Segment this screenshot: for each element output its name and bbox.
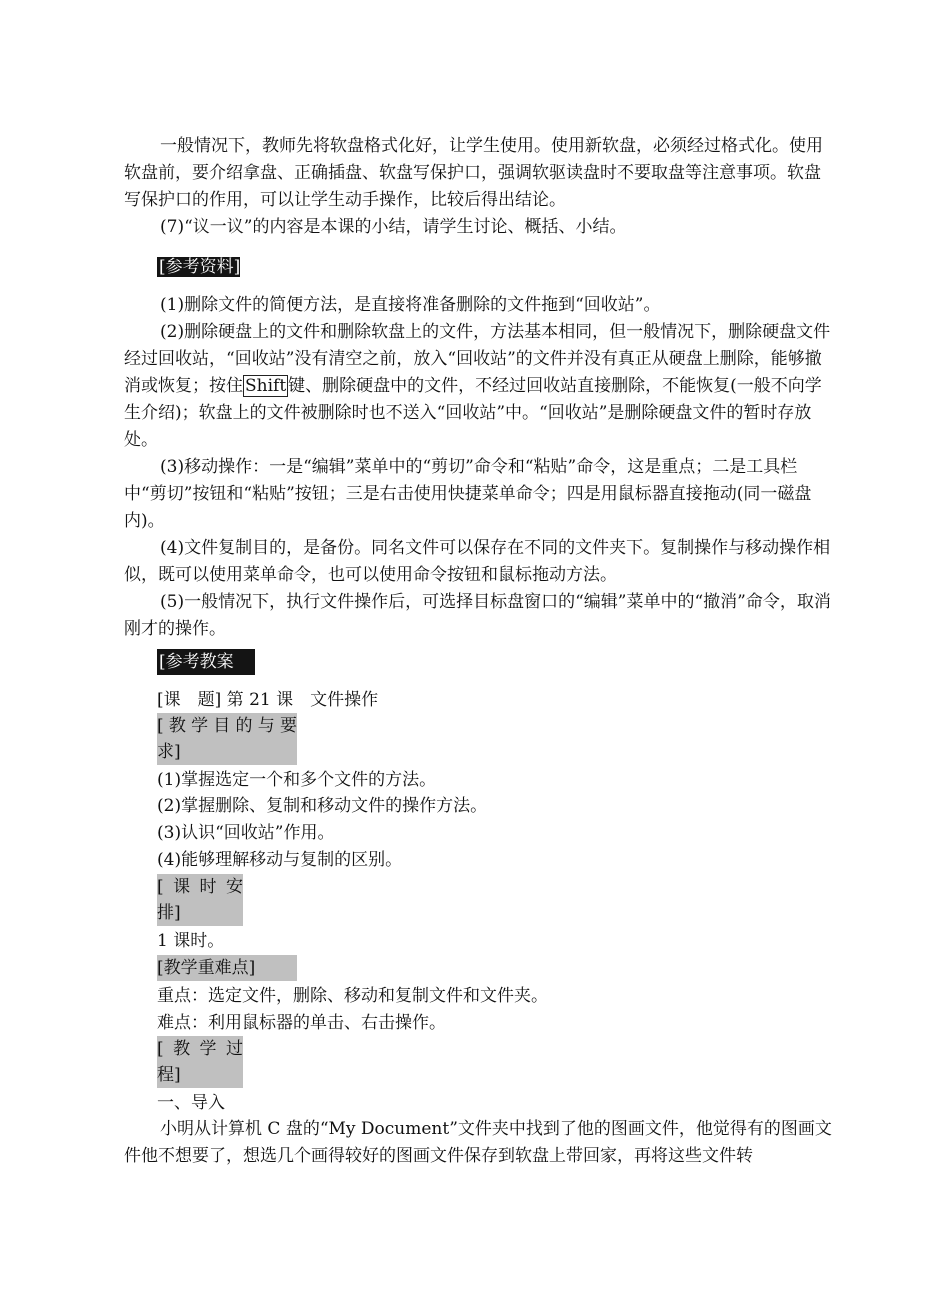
goal-item-1: (1)掌握选定一个和多个文件的方法。	[157, 770, 437, 790]
reference-item-2	[124, 319, 832, 454]
reference-material-heading: [参考资料]	[159, 257, 241, 277]
schedule-heading-line1: [课时安	[157, 877, 243, 897]
paragraph-discussion: (7)“议一议”的内容是本课的小结，请学生讨论、概括、小结。	[160, 217, 627, 237]
intro-paragraph: 小明从计算机 C 盘的“My Document”文件夹中找到了他的图画文件，他觉得有的图画文件他不想要了，想选几个画得较好的图画文件保存到软盘上带回家，再将这些文件转	[124, 1119, 832, 1166]
reference-item-1: (1)删除文件的简便方法，是直接将准备删除的文件拖到“回收站”。	[160, 295, 661, 315]
difficult-point: 难点：利用鼠标器的单击、右击操作。	[157, 1013, 446, 1033]
keypoints-heading: [教学重难点]	[157, 955, 297, 981]
goal-item-3: (3)认识“回收站”作用。	[157, 823, 335, 843]
process-heading	[157, 1036, 243, 1088]
lesson-title: [课 题] 第 21 课 文件操作	[157, 690, 379, 710]
goals-heading	[157, 713, 297, 765]
paragraph-floppy-format: 一般情况下，教师先将软盘格式化好，让学生使用。使用新软盘，必须经过格式化。使用软盘前，要介绍拿盘、正确插盘、软盘写保护口，强调软驱读盘时不要取盘等注意事项。软盘写保护口的作用，可以让学生动手操作，比较后得出结论。	[124, 136, 823, 210]
goal-item-4: (4)能够理解移动与复制的区别。	[157, 850, 403, 870]
section-label-reference-plan	[157, 649, 255, 675]
goals-heading-line1: [教学目的与要	[157, 716, 297, 736]
reference-item-2-text-a: (2)删除硬盘上的文件和删除软盘上的文件，方法基本相同，但一般情况下，删除硬盘文件经过回收站，“回收站”没有清空之前，放入“回收站”的文件并没有真正从硬盘上删除，能够撤消或恢复；按住	[124, 322, 831, 396]
shift-key-box: Shift	[245, 376, 287, 396]
reference-plan-heading: [参考教案	[157, 649, 255, 675]
reference-item-5: (5)一般情况下，执行文件操作后，可选择目标盘窗口的“编辑”菜单中的“撤消”命令，取消刚才的操作。	[124, 592, 831, 639]
reference-item-3: (3)移动操作：一是“编辑”菜单中的“剪切”命令和“粘贴”命令，这是重点；二是工具栏中“剪切”按钮和“粘贴”按钮；三是右击使用快捷菜单命令；四是用鼠标器直接拖动(同一磁盘内)。	[124, 457, 812, 531]
schedule-heading	[157, 874, 243, 926]
key-point: 重点：选定文件，删除、移动和复制文件和文件夹。	[157, 986, 548, 1006]
section-label-reference-material	[157, 254, 240, 280]
goals-heading-line2: 求]	[157, 742, 181, 762]
reference-item-4: (4)文件复制目的，是备份。同名文件可以保存在不同的文件夹下。复制操作与移动操作相似，既可以使用菜单命令，也可以使用命令按钮和鼠标拖动方法。	[124, 538, 831, 585]
process-heading-line2: 程]	[157, 1065, 181, 1085]
schedule-value: 1 课时。	[157, 931, 225, 951]
process-heading-line1: [教学过	[157, 1039, 243, 1059]
intro-heading: 一、导入	[157, 1093, 225, 1113]
schedule-heading-line2: 排]	[157, 903, 181, 923]
goal-item-2: (2)掌握删除、复制和移动文件的操作方法。	[157, 796, 488, 816]
reference-item-2-text-b: 键、删除硬盘中的文件，不经过回收站直接删除，不能恢复(一般不向学生介绍)；软盘上的文件被删除时也不送入“回收站”中。“回收站”是删除硬盘文件的暂时存放处。	[124, 376, 822, 450]
